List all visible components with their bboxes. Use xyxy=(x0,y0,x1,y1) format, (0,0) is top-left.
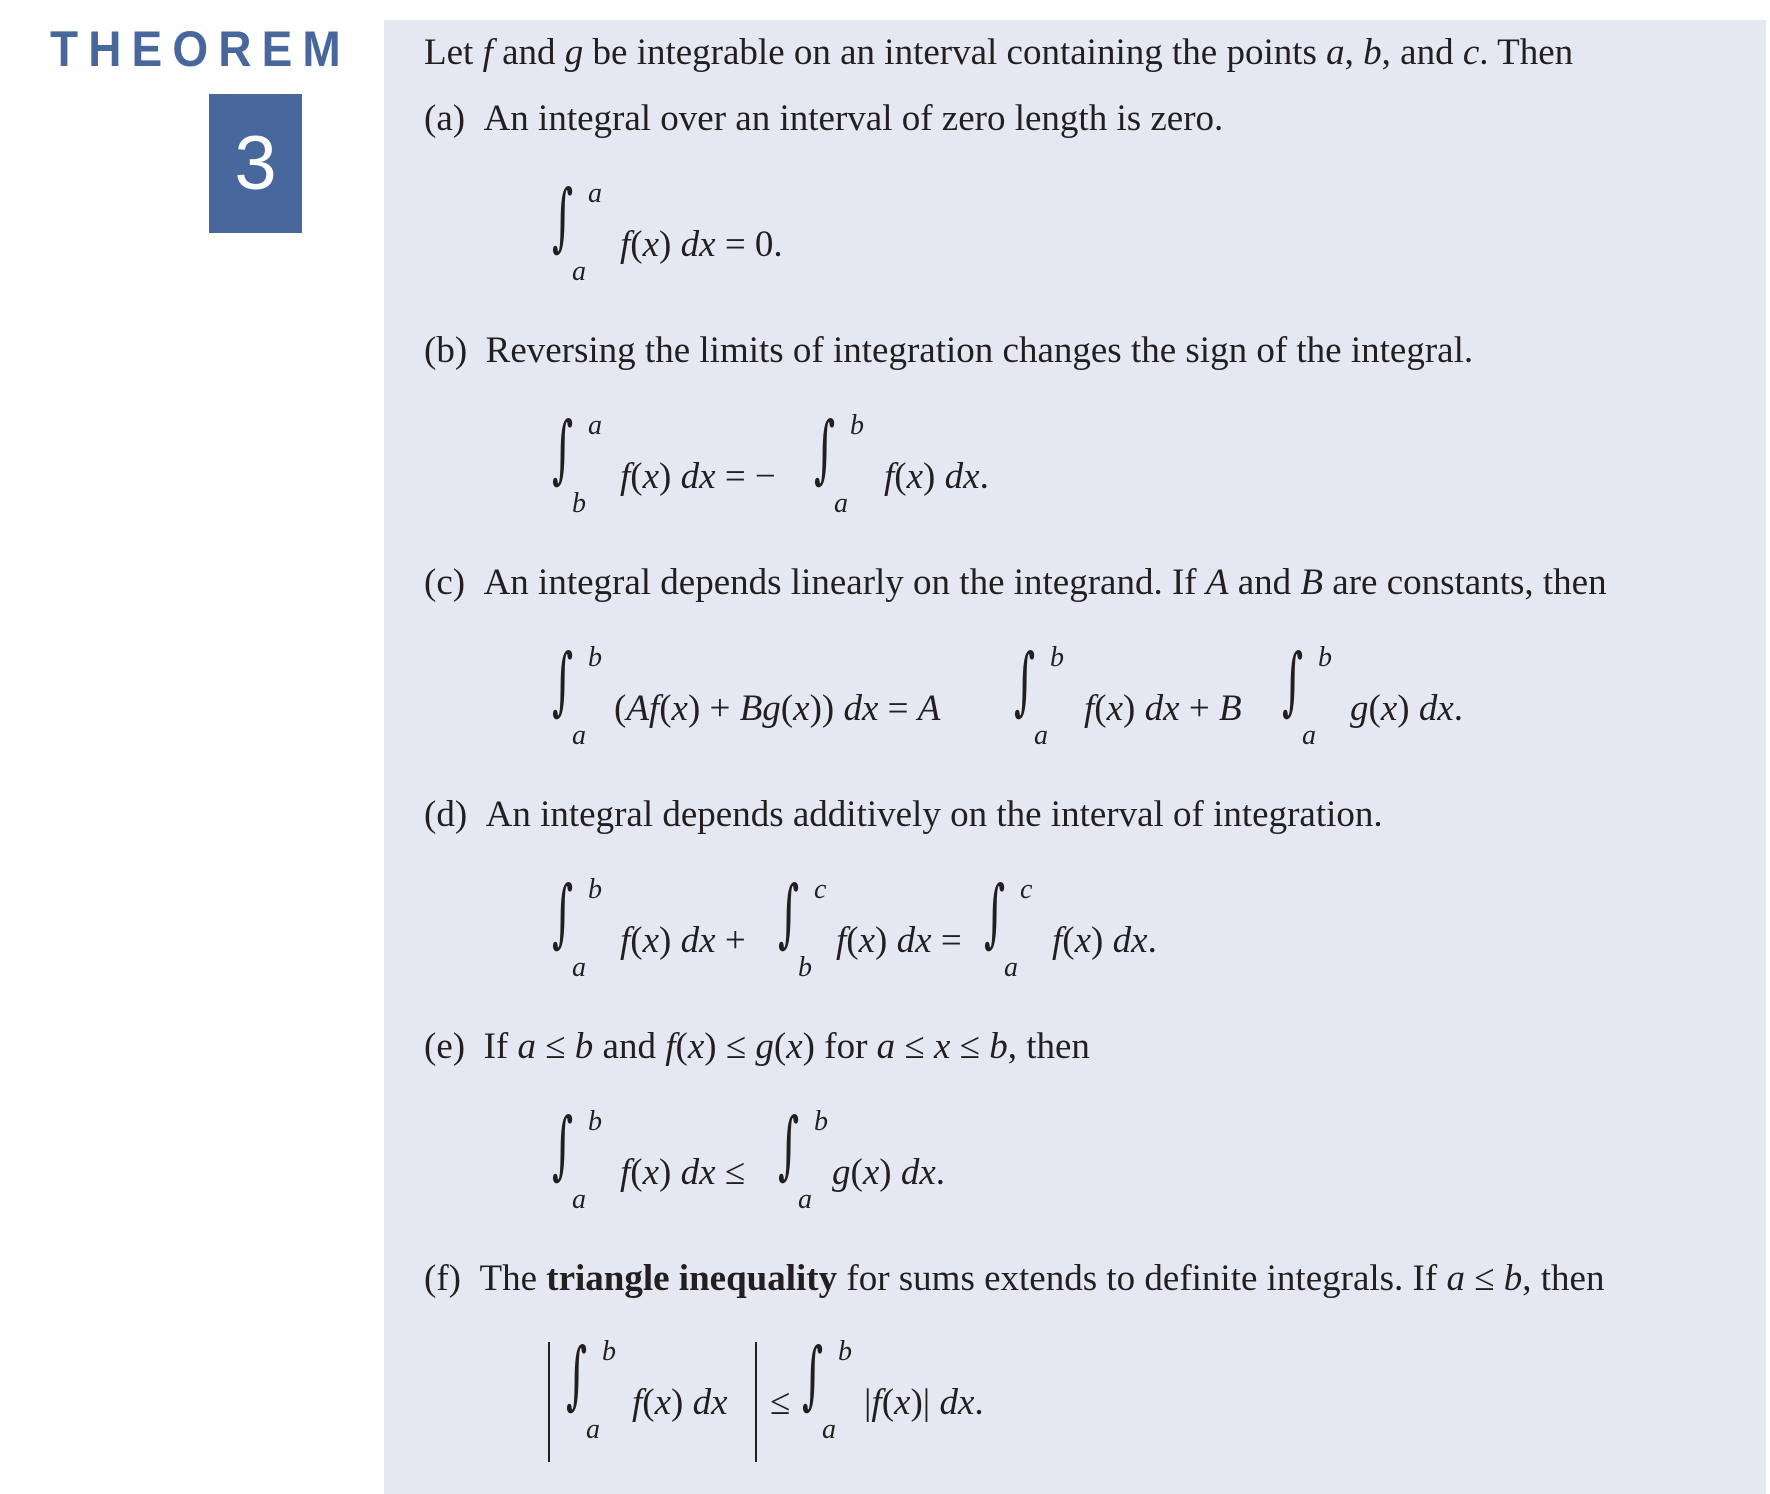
theorem-number-badge: 3 xyxy=(209,94,302,233)
item-b-text: Reversing the limits of integration changes the sign of the integral. xyxy=(485,330,1474,371)
item-f-statement: (f) The triangle inequality for sums extends to definite integrals. If a ≤ b, then xyxy=(424,1258,1605,1299)
item-c-statement: (c) An integral depends linearly on the integrand. If A and B are constants, then xyxy=(424,562,1607,603)
theorem-panel xyxy=(384,20,1766,1494)
item-f-tag: (f) xyxy=(424,1258,461,1299)
item-d-statement xyxy=(424,796,1383,833)
item-e-formula: ∫ b a f(x) dx ≤ ∫ b a g(x) dx. xyxy=(552,1102,946,1215)
item-c-formula: ∫ b a (Af(x) + Bg(x)) dx = A ∫ b a f(x) dx + B ∫ b a g(x) dx. xyxy=(552,638,1464,751)
item-f-formula: ∫ b a f(x) dx ≤ ∫ b a |f(x)| dx. xyxy=(548,1338,1148,1468)
item-e-statement: (e) If a ≤ b and f(x) ≤ g(x) for a ≤ x ≤ b, then xyxy=(424,1026,1090,1067)
theorem-intro: Let f and g be integrable on an interval containing the points a, b, and c. Then xyxy=(424,32,1574,73)
item-b-tag: (b) xyxy=(424,330,468,371)
term-triangle-inequality: triangle inequality xyxy=(546,1258,838,1299)
item-a-formula: ∫ a a f(x) dx = 0. xyxy=(552,174,783,287)
item-d-text: An integral depends additively on the interval of integration. xyxy=(485,794,1383,835)
theorem-label: THEOREM xyxy=(50,21,351,77)
item-b-statement xyxy=(424,332,1473,369)
item-a-statement xyxy=(424,100,1223,137)
item-a-tag: (a) xyxy=(424,98,466,139)
item-a-text: An integral over an interval of zero length is zero. xyxy=(483,98,1224,139)
item-b-formula: ∫ a b f(x) dx = − ∫ b a f(x) dx. xyxy=(552,406,989,519)
item-d-tag: (d) xyxy=(424,794,468,835)
item-d-formula: ∫ b a f(x) dx + ∫ c b f(x) dx = ∫ c a f(x) dx. xyxy=(552,870,1157,983)
